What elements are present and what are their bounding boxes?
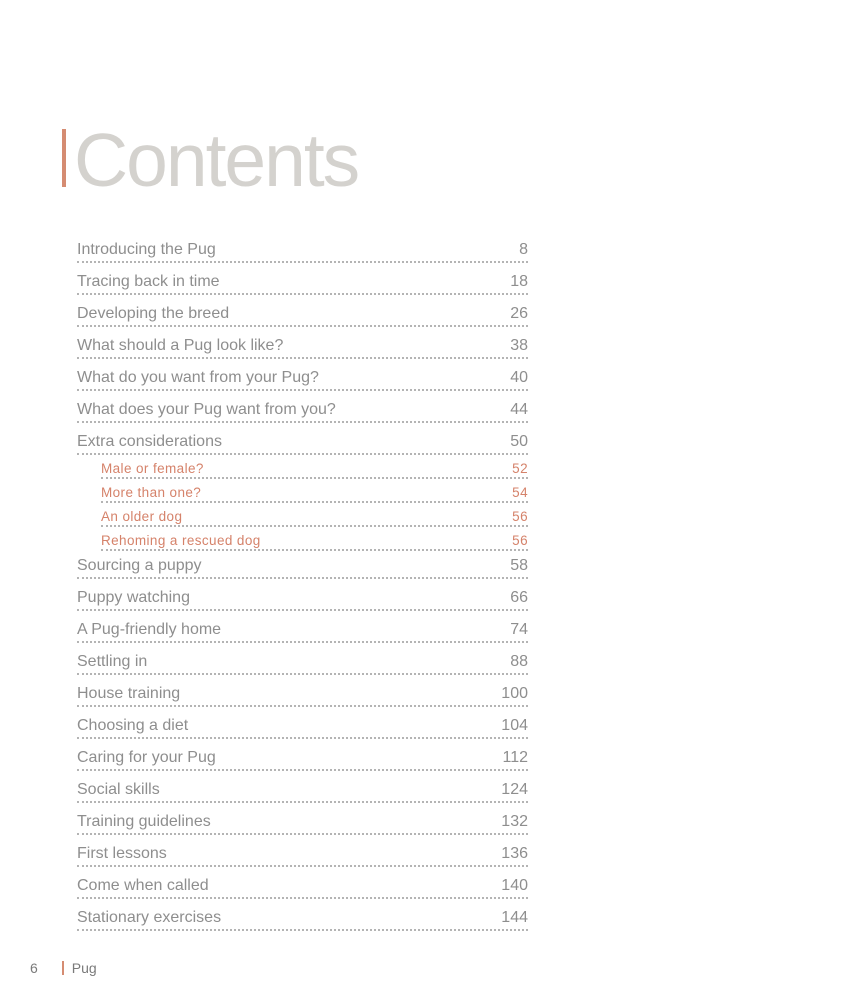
toc-entry-title: Rehoming a rescued dog (101, 533, 261, 548)
toc-entry-title: An older dog (101, 509, 183, 524)
toc-entry[interactable] (77, 359, 528, 391)
toc-entry-title: Stationary exercises (77, 909, 222, 926)
toc-entry-page: 74 (510, 621, 528, 638)
toc-entry-page: 50 (510, 433, 528, 450)
toc-entry-page: 56 (512, 509, 528, 524)
toc-entry-title: Caring for your Pug (77, 749, 216, 766)
toc-entry-title: A Pug-friendly home (77, 621, 222, 638)
toc-entry[interactable] (77, 867, 528, 899)
toc-entry-page: 132 (501, 813, 528, 830)
toc-entry-page: 54 (512, 485, 528, 500)
toc-entry-page: 124 (501, 781, 528, 798)
toc-entry[interactable] (77, 579, 528, 611)
toc-entry-title: Developing the breed (77, 305, 230, 322)
toc-entry-title: What does your Pug want from you? (77, 401, 336, 418)
toc-entry[interactable] (77, 263, 528, 295)
toc-entry-page: 136 (501, 845, 528, 862)
toc-entry[interactable] (77, 643, 528, 675)
toc-entry[interactable] (77, 675, 528, 707)
toc-entry-title: Puppy watching (77, 589, 190, 606)
toc-entry-page: 18 (510, 273, 528, 290)
toc-entry[interactable] (77, 391, 528, 423)
toc-entry-page: 112 (502, 749, 528, 766)
toc-entry-page: 140 (501, 877, 528, 894)
toc-entry-title: More than one? (101, 485, 202, 500)
toc-entry-page: 56 (512, 533, 528, 548)
toc-entry-page: 88 (510, 653, 528, 670)
toc-entry-title: Settling in (77, 653, 148, 670)
title-accent-bar (62, 129, 66, 187)
footer-page-number: 6 (30, 960, 38, 976)
toc-entry-page: 40 (510, 369, 528, 386)
toc-entry[interactable] (77, 739, 528, 771)
page-title: Contents (74, 118, 359, 202)
toc-entry[interactable] (77, 707, 528, 739)
footer-book-title: Pug (71, 960, 97, 976)
toc-entry-title: Training guidelines (77, 813, 211, 830)
toc-entry-title: What do you want from your Pug? (77, 369, 319, 386)
toc-entry[interactable] (77, 551, 528, 579)
toc-entry-page: 58 (510, 557, 528, 574)
toc-entry-page: 52 (512, 461, 528, 476)
toc-entry-title: Introducing the Pug (77, 241, 216, 258)
toc-entry-title: Social skills (77, 781, 160, 798)
toc-entry[interactable] (77, 327, 528, 359)
toc-entry-title: Choosing a diet (77, 717, 189, 734)
toc-entry[interactable] (77, 295, 528, 327)
toc-entry-page: 66 (510, 589, 528, 606)
toc-entry-page: 44 (510, 401, 528, 418)
toc-entry-page: 144 (501, 909, 528, 926)
toc-entry-page: 104 (501, 717, 528, 734)
toc-entry-title: Extra considerations (77, 433, 222, 450)
toc-subentry[interactable] (101, 479, 528, 503)
toc-entry[interactable] (77, 771, 528, 803)
toc-entry-page: 38 (510, 337, 528, 354)
toc-subentry[interactable] (101, 527, 528, 551)
toc-entry-page: 26 (510, 305, 528, 322)
footer-accent-bar (62, 961, 64, 975)
toc-subentry[interactable] (101, 455, 528, 479)
toc-entry[interactable] (77, 231, 528, 263)
toc-entry-page: 100 (501, 685, 528, 702)
toc-entry-title: What should a Pug look like? (77, 337, 284, 354)
toc-entry[interactable] (77, 423, 528, 455)
toc-entry[interactable] (77, 835, 528, 867)
toc-entry-title: Come when called (77, 877, 209, 894)
toc-entry-title: Tracing back in time (77, 273, 220, 290)
toc-entry[interactable] (77, 611, 528, 643)
toc-entry-title: House training (77, 685, 181, 702)
toc-entry[interactable] (77, 803, 528, 835)
toc-entry[interactable] (77, 899, 528, 931)
toc-subentry[interactable] (101, 503, 528, 527)
toc-entry-page: 8 (519, 241, 528, 258)
toc-entry-title: Sourcing a puppy (77, 557, 202, 574)
toc-entry-title: First lessons (77, 845, 167, 862)
table-of-contents (77, 231, 528, 931)
page-footer (30, 958, 97, 978)
toc-entry-title: Male or female? (101, 461, 204, 476)
